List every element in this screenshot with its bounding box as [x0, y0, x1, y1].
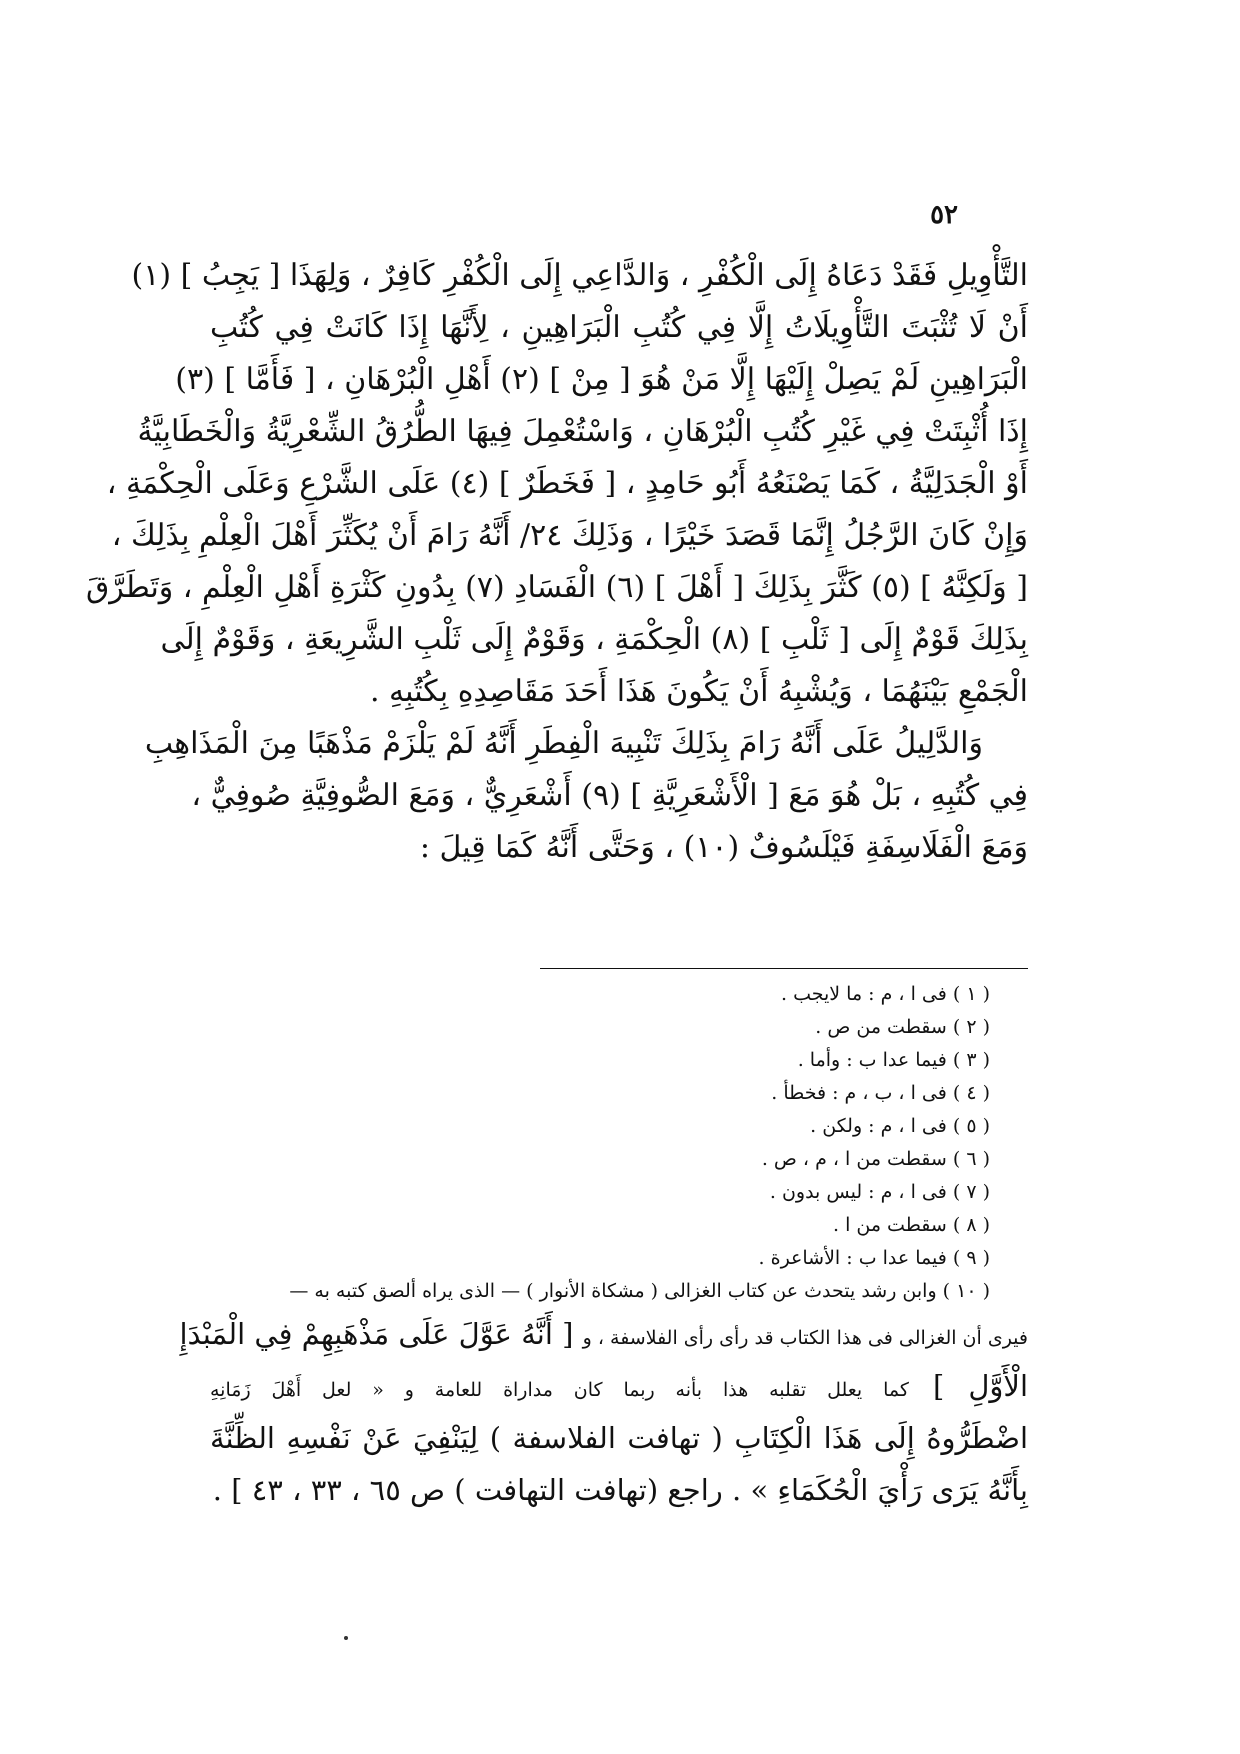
text-line: وَالدَّلِيلُ عَلَى أَنَّهُ رَامَ بِذَلِكَ تَنْبِيهَ الْفِطَرِ أَنَّهُ لَمْ يَلْزَمْ مَذْهَبًا مِنَ الْمَذَاهِبِ — [144, 726, 983, 761]
main-text-body — [86, 250, 1028, 874]
footnote: ( ٨ ) سقطت من ا . — [832, 1214, 990, 1236]
footnote: ( ٤ ) فى ا ، ب ، م : فخطأ . — [771, 1082, 990, 1104]
text-line: أَوْ الْجَدَلِيَّةُ ، كَمَا يَصْنَعُهُ أَبُو حَامِدٍ ، [ فَخَطَرٌ ] (٤) عَلَى الشَّرْعِ وَعَلَى الْحِكْمَةِ ، — [106, 466, 1028, 501]
footnote-10-line-4: اضْطَرُّوهُ إِلَى هَذَا الْكِتَابِ ( تهافت الفلاسفة ) لِيَنْفِيَ عَنْ نَفْسِهِ الظِّنَّةَ — [210, 1421, 1028, 1455]
footnote-10-quote-text: الْأَوَّلِ ] — [932, 1369, 1029, 1403]
footnote: ( ٥ ) فى ا ، م : ولكن . — [810, 1115, 990, 1137]
footnote-10-line-1: ( ١٠ ) وابن رشد يتحدث عن كتاب الغزالى ( مشكاة الأنوار ) — الذى يراه ألصق كتبه به — — [289, 1280, 990, 1302]
text-line: فِي كُتُبِهِ ، بَلْ هُوَ مَعَ [ الْأَشْعَرِيَّةِ ] (٩) أَشْعَرِيٌّ ، وَمَعَ الصُّوفِيَّةِ صُوفِيٌّ ، — [191, 778, 1028, 813]
footnote-10-quote-text: [ أَنَّهُ عَوَّلَ عَلَى مَذْهَبِهِمْ فِي الْمَبْدَإِ — [179, 1317, 574, 1351]
stray-dot-mark — [344, 1636, 348, 1640]
footnote-10-small-text: كما يعلل تقلبه هذا بأنه ربما كان مداراة للعامة و « لعل أَهْلَ زَمَانِهِ — [210, 1379, 909, 1401]
footnote-divider — [540, 968, 1028, 969]
footnote: ( ٣ ) فيما عدا ب : وأما . — [797, 1049, 990, 1071]
footnote: ( ٢ ) سقطت من ص . — [815, 1016, 990, 1038]
footnotes-section — [179, 978, 1029, 1516]
text-line: إِذَا أُثْبِتَتْ فِي غَيْرِ كُتُبِ الْبُرْهَانِ ، وَاسْتُعْمِلَ فِيهَا الطُّرُقُ الشِّعْرِيَّةُ وَالْخَطَابِيَّةُ — [137, 414, 1028, 449]
text-line: الْبَرَاهِينِ لَمْ يَصِلْ إِلَيْهَا إِلَّا مَنْ هُوَ [ مِنْ ] (٢) أَهْلِ الْبُرْهَانِ ، [ فَأَمَّا ] (٣) — [175, 362, 1028, 397]
text-line: بِذَلِكَ قَوْمٌ إِلَى [ ثَلْبِ ] (٨) الْحِكْمَةِ ، وَقَوْمٌ إِلَى ثَلْبِ الشَّرِيعَةِ ، وَقَوْمٌ إِلَى — [160, 622, 1028, 657]
footnote-10-small-text: فيرى أن الغزالى فى هذا الكتاب قد رأى رأى الفلاسفة ، و — [582, 1327, 1028, 1349]
footnote-10-line-5: بِأَنَّهُ يَرَى رَأْيَ الْحُكَمَاءِ » . راجع (تهافت التهافت ) ص ٦٥ ، ٣٣ ، ٤٣ ] . — [212, 1473, 1028, 1507]
footnote-10-line-2 — [179, 1308, 1028, 1360]
footnote-10-line-3 — [210, 1360, 1028, 1412]
text-line: وَإِنْ كَانَ الرَّجُلُ إِنَّمَا قَصَدَ خَيْرًا ، وَذَلِكَ ٢٤/ أَنَّهُ رَامَ أَنْ يُكَثِّرَ أَهْلَ الْعِلْمِ بِذَلِكَ ، — [111, 518, 1028, 553]
text-line: التَّأْوِيلِ فَقَدْ دَعَاهُ إِلَى الْكُفْرِ ، وَالدَّاعِي إِلَى الْكُفْرِ كَافِرٌ ، وَلِهَذَا [ يَجِبُ ] (١) — [131, 258, 1028, 293]
text-line: [ وَلَكِنَّهُ ] (٥) كَثَّرَ بِذَلِكَ [ أَهْلَ ] (٦) الْفَسَادِ (٧) بِدُونِ كَثْرَةِ أَهْلِ الْعِلْمِ ، وَتَطَرَّقَ — [86, 570, 1028, 605]
footnote: ( ١ ) فى ا ، م : ما لايجب . — [781, 983, 990, 1005]
footnote: ( ٩ ) فيما عدا ب : الأشاعرة . — [758, 1247, 990, 1269]
text-line: الْجَمْعِ بَيْنَهُمَا ، وَيُشْبِهُ أَنْ يَكُونَ هَذَا أَحَدَ مَقَاصِدِهِ بِكُتُبِهِ . — [369, 674, 1028, 709]
text-line: أَنْ لَا تُثْبَتَ التَّأْوِيلَاتُ إِلَّا فِي كُتُبِ الْبَرَاهِينِ ، لِأَنَّهَا إِذَا كَانَتْ فِي كُتُبِ — [210, 310, 1028, 345]
text-line: وَمَعَ الْفَلَاسِفَةِ فَيْلَسُوفٌ (١٠) ، وَحَتَّى أَنَّهُ كَمَا قِيلَ : — [419, 830, 1028, 865]
footnote: ( ٦ ) سقطت من ا ، م ، ص . — [761, 1148, 990, 1170]
page-number: ٥٢ — [930, 200, 958, 230]
footnote: ( ٧ ) فى ا ، م : ليس بدون . — [769, 1181, 990, 1203]
